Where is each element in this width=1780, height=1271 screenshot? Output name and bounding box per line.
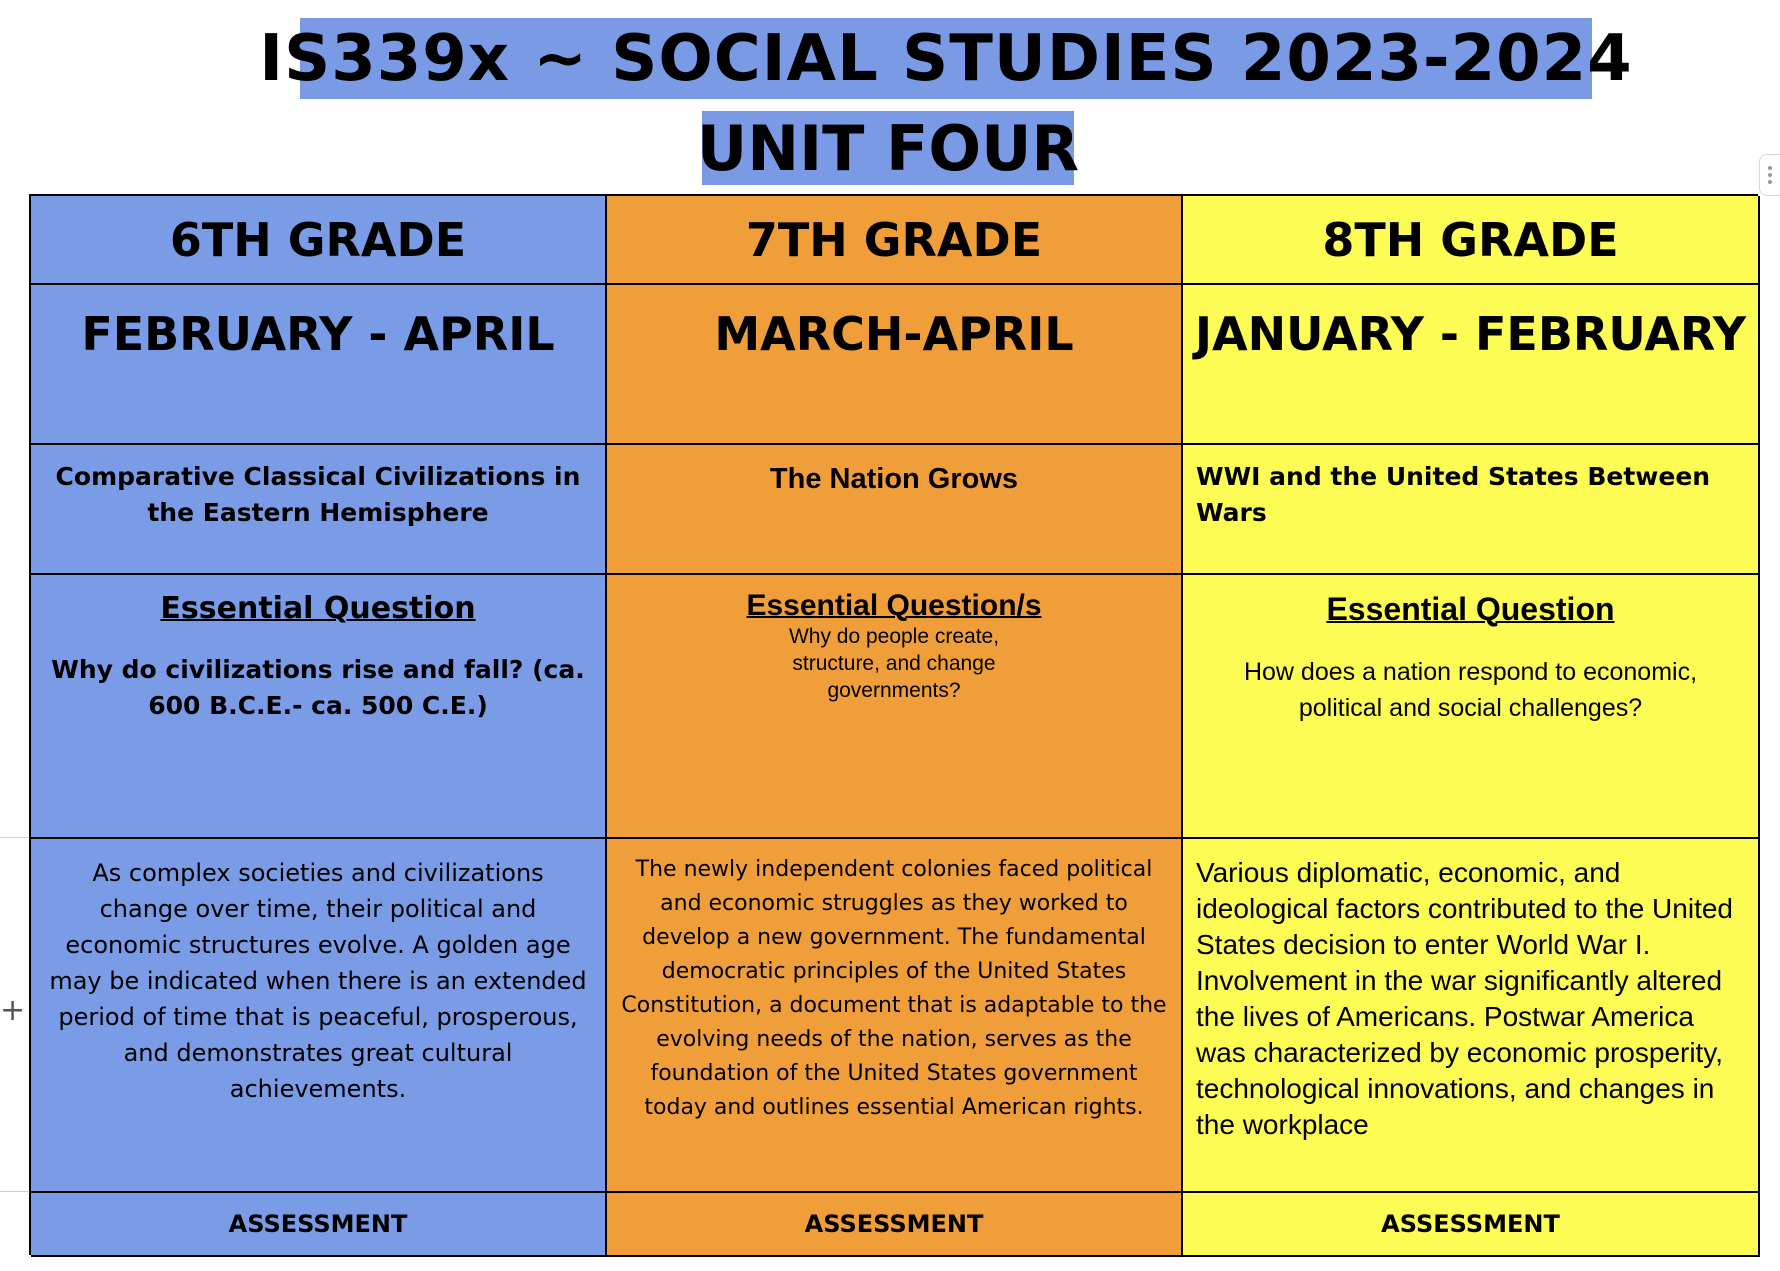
grade-7-eq-text: Why do people create, structure, and change governments?	[788, 625, 1000, 702]
document-title: IS339x ~ SOCIAL STUDIES 2023-2024	[300, 18, 1592, 99]
unit-subtitle: UNIT FOUR	[696, 111, 1080, 185]
grade-8-months: JANUARY - FEBRUARY	[1183, 285, 1760, 445]
grade-6-description: As complex societies and civilizations change over time, their political and economic structures evolve. A golden age may be indicated when there is an extended period of time that is peaceful, prosperous, and demonstrates great cultural achievements.	[31, 839, 607, 1193]
grade-8-essential-question-cell	[1183, 575, 1760, 839]
grade-6-eq-text: Why do civilizations rise and fall? (ca. 600 B.C.E.- ca. 500 C.E.)	[51, 655, 585, 720]
grade-7-eq-heading: Essential Question/s	[746, 589, 1042, 622]
grade-6-months: FEBRUARY - APRIL	[31, 285, 607, 445]
grade-8-assessment: ASSESSMENT	[1183, 1193, 1760, 1257]
grade-8-eq-heading: Essential Question	[1326, 591, 1615, 627]
grade-7-assessment: ASSESSMENT	[607, 1193, 1183, 1257]
drag-handle-icon[interactable]	[1759, 154, 1780, 196]
row-guide-line	[0, 1191, 28, 1192]
grade-7-description: The newly independent colonies faced political and economic struggles as they worked to develop a new government. The fundamental democratic principles of the United States Constitution, a document that is adaptable to the evolving needs of the nation, serves as the foundation of the United States government today and outlines essential American rights.	[607, 839, 1183, 1193]
grade-7-header: 7TH GRADE	[607, 196, 1183, 285]
grade-6-unit-title: Comparative Classical Civilizations in the Eastern Hemisphere	[31, 445, 607, 575]
grade-7-unit-title: The Nation Grows	[607, 445, 1183, 575]
grade-8-description: Various diplomatic, economic, and ideological factors contributed to the United States decision to enter World War I. Involvement in the war significantly altered the lives of Americans. Postwar America was characterized by economic prosperity, technological innovations, and changes in the workplace	[1183, 839, 1760, 1193]
row-guide-line	[0, 837, 28, 838]
grade-8-unit-title: WWI and the United States Between Wars	[1183, 445, 1760, 575]
grade-8-header: 8TH GRADE	[1183, 196, 1760, 285]
plus-icon[interactable]: +	[0, 993, 26, 1028]
grade-6-eq-heading: Essential Question	[160, 591, 476, 626]
grade-6-essential-question-cell	[31, 575, 607, 839]
curriculum-table	[29, 194, 1758, 1255]
grade-7-months: MARCH-APRIL	[607, 285, 1183, 445]
grade-8-eq-text: How does a nation respond to economic, political and social challenges?	[1243, 658, 1698, 722]
grade-6-assessment: ASSESSMENT	[31, 1193, 607, 1257]
grade-6-header: 6TH GRADE	[31, 196, 607, 285]
grade-7-essential-question-cell	[607, 575, 1183, 839]
